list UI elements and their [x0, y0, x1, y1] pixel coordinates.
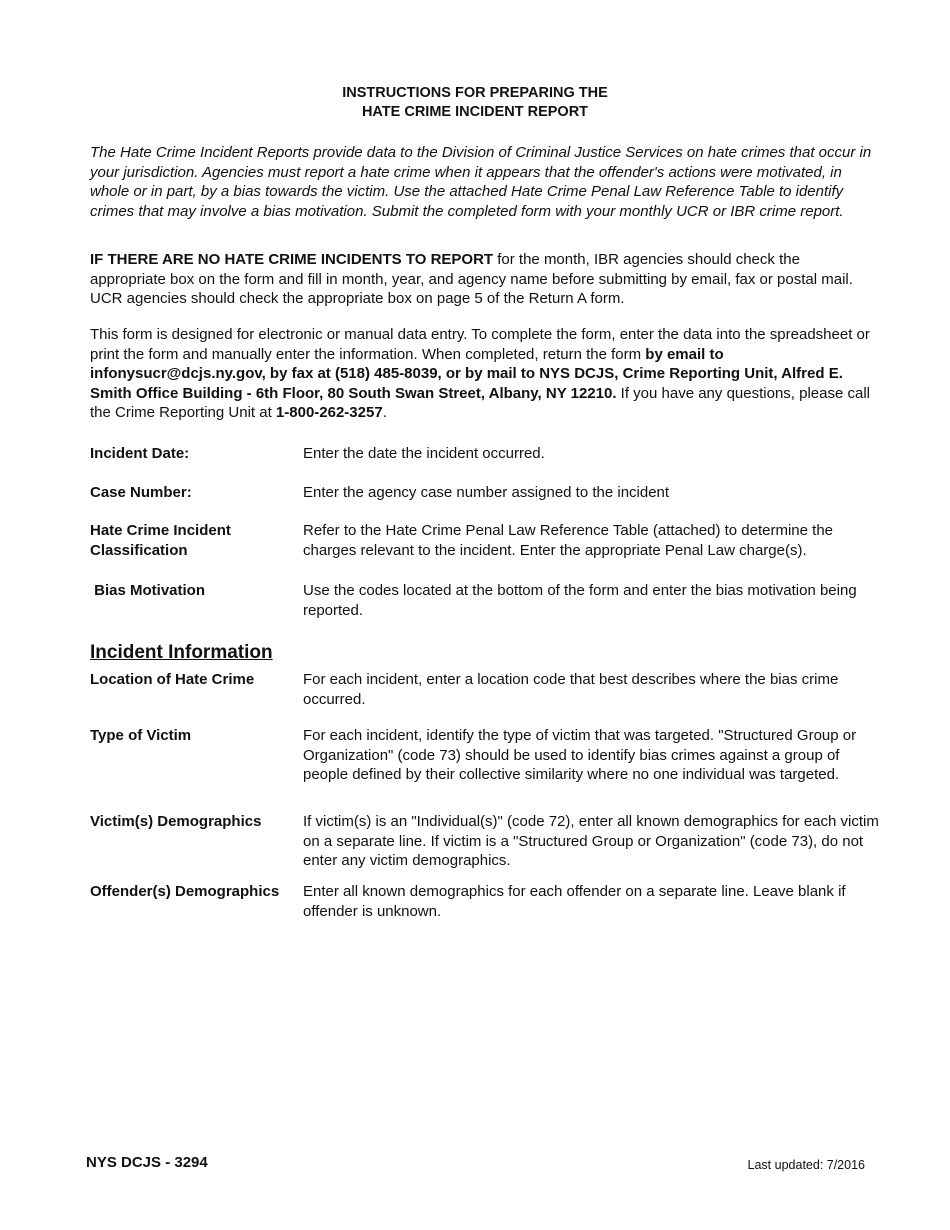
- field-label: Location of Hate Crime: [90, 671, 255, 688]
- field-description: For each incident, enter a location code that best describes where the bias crime occurred.: [303, 671, 839, 708]
- field-label: Case Number:: [90, 484, 192, 501]
- field-label: Bias Motivation: [90, 582, 206, 599]
- form-info-text-3: .: [382, 404, 387, 421]
- form-id: NYS DCJS - 3294: [86, 1154, 208, 1171]
- field-label: Hate Crime Incident Classification: [90, 522, 231, 559]
- field-label: Offender(s) Demographics: [90, 883, 280, 900]
- field-description: Enter all known demographics for each offender on a separate line. Leave blank if offender is unknown.: [303, 883, 846, 920]
- no-incidents-text: for the month, IBR agencies should check the appropriate box on the form and fill in month, year, and agency name before submitting by email, fax or postal mail. UCR agencies should check the appropriate box on page 5 of the Return A form.: [90, 251, 853, 307]
- field-label: Victim(s) Demographics: [90, 813, 262, 830]
- title-line-2: HATE CRIME INCIDENT REPORT: [361, 104, 589, 120]
- field-description: Use the codes located at the bottom of the form and enter the bias motivation being reported.: [303, 582, 857, 619]
- form-info-paragraph: [90, 325, 875, 423]
- field-description: For each incident, identify the type of victim that was targeted. "Structured Group or Organization" (code 73) should be used to identify bias crimes against a group of people defined by their collective similarity where no one individual was targeted.: [303, 727, 857, 783]
- incident-information-heading: Incident Information: [90, 642, 273, 663]
- no-incidents-bold: IF THERE ARE NO HATE CRIME INCIDENTS TO REPORT: [90, 251, 494, 268]
- form-info-return-address: by email to infonysucr@dcjs.ny.gov, by fax at (518) 485-8039, or by mail to NYS DCJS, Crime Reporting Unit, Alfred E. Smith Office Building - 6th Floor, 80 South Swan Street, Albany, NY 12210.: [90, 345, 843, 402]
- field-description: If victim(s) is an "Individual(s)" (code 72), enter all known demographics for each victim on a separate line. If victim is a "Structured Group or Organization" (code 73), do not enter any victim demographics.: [303, 813, 879, 869]
- form-info-text-2: If you have any questions, please call the Crime Reporting Unit at: [90, 384, 870, 421]
- intro-paragraph: The Hate Crime Incident Reports provide data to the Division of Criminal Justice Services on hate crimes that occur in your jurisdiction. Agencies must report a hate crime when it appears that the offender's actions were motivated, in whole or in part, by a bias towards the victim. Use the attached Hate Crime Penal Law Reference Table to identify crimes that may involve a bias motivation. Submit the completed form with your monthly UCR or IBR crime report.: [90, 144, 872, 220]
- field-label: Type of Victim: [90, 727, 192, 744]
- field-label: Incident Date:: [90, 445, 190, 462]
- title-line-1: INSTRUCTIONS FOR PREPARING THE: [342, 85, 608, 101]
- form-info-phone: 1-800-262-3257: [275, 404, 383, 421]
- field-description: Enter the agency case number assigned to the incident: [303, 484, 670, 501]
- field-description: Enter the date the incident occurred.: [303, 445, 545, 462]
- form-info-text-1: This form is designed for electronic or manual data entry. To complete the form, enter the data into the spreadsheet or print the form and manually enter the information. When completed, return the form: [90, 326, 870, 363]
- no-incidents-paragraph: [90, 250, 875, 309]
- field-description: Refer to the Hate Crime Penal Law Reference Table (attached) to determine the charges relevant to the incident. Enter the appropriate Penal Law charge(s).: [303, 522, 834, 559]
- page-title: [0, 84, 950, 122]
- last-updated: Last updated: 7/2016: [747, 1158, 865, 1172]
